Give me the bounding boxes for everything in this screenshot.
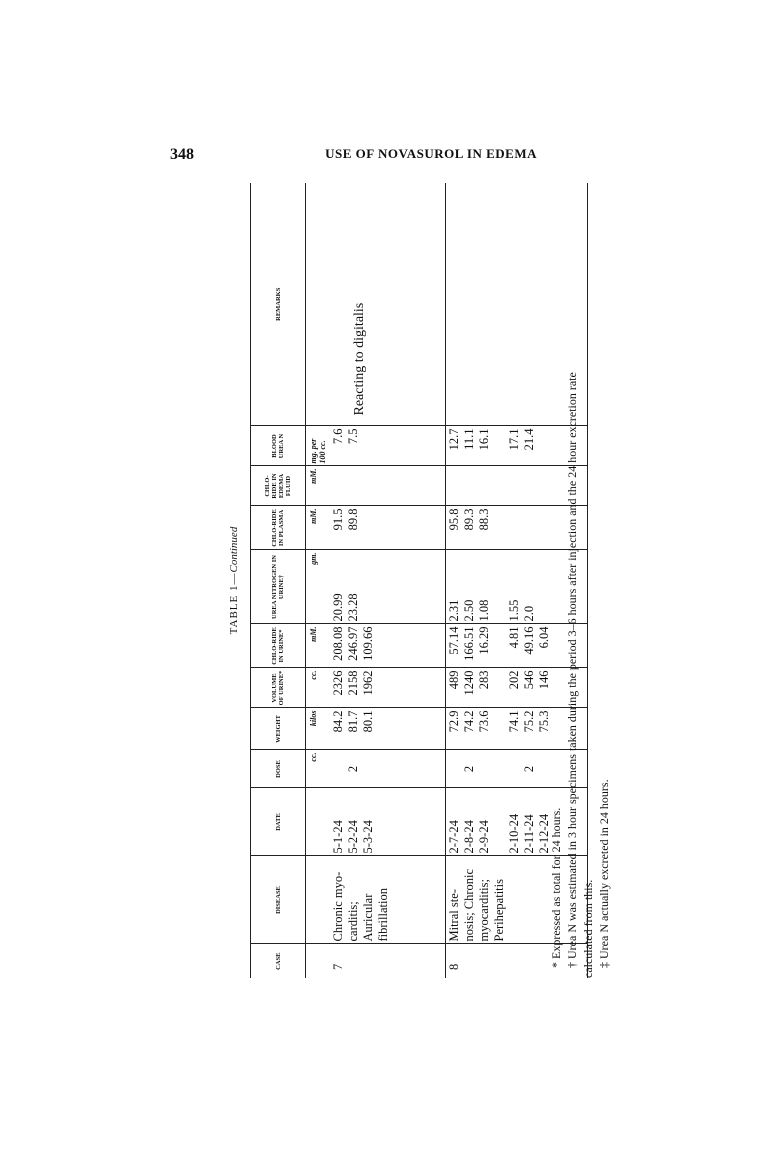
cell-line: 16.29: [477, 626, 491, 655]
col-header: CASE: [251, 944, 306, 978]
cell-line: 74.1: [507, 710, 521, 733]
unit-cell: mM.: [306, 506, 331, 550]
unit-cell: [306, 856, 331, 944]
weight-cell: [330, 708, 446, 750]
footnotes: [548, 183, 612, 978]
col-header: WEIGHT: [251, 708, 306, 750]
cell-line: Perihepatitis: [492, 879, 506, 942]
cell-line: 5-2-24: [346, 820, 360, 854]
cell-line: 75.3: [537, 710, 551, 733]
cell-line: 88.3: [477, 508, 491, 531]
unit-cell: [306, 944, 331, 978]
unit-cell: cc.: [306, 668, 331, 708]
cell-line: [507, 509, 522, 548]
cell-line: 2: [522, 765, 536, 773]
col-header: UREA NITROGEN IN URINE†: [251, 550, 306, 624]
col-header: DISEASE: [251, 856, 306, 944]
cell-line: 91.5: [331, 508, 345, 531]
unit-cell: gm.: [306, 550, 331, 624]
cell-line: [331, 753, 346, 786]
col-header: DOSE: [251, 750, 306, 788]
footnote: * Expressed as total for 24 hours.: [549, 807, 563, 968]
cell-line: 17.1: [507, 428, 521, 451]
cell-line: [492, 711, 507, 748]
cell-line: 75.2: [522, 710, 536, 733]
cell-line: [492, 469, 507, 504]
cell-line: 73.6: [477, 710, 491, 733]
cell-line: [361, 509, 376, 548]
cell-line: [492, 429, 507, 464]
cell-line: 80.1: [361, 710, 375, 733]
case-number: 8: [446, 944, 588, 978]
cell-line: 89.3: [462, 508, 476, 531]
cell-line: [522, 509, 537, 548]
cell-line: 109.66: [361, 626, 375, 661]
header-row: [251, 183, 306, 978]
cell-line: 7.6: [331, 428, 345, 445]
edema-chloride-cell: [330, 466, 446, 506]
cell-line: 489: [447, 670, 461, 690]
cell-line: [492, 553, 507, 622]
col-header: CHLO-RIDE IN PLASMA: [251, 506, 306, 550]
cell-line: 2326: [331, 670, 345, 696]
urea-nitrogen-cell: [330, 550, 446, 624]
date-cell: [330, 788, 446, 856]
cell-line: 2-11-24: [522, 814, 536, 854]
cell-line: [477, 753, 492, 786]
cell-line: fibrillation: [376, 888, 390, 942]
col-header: REMARKS: [251, 183, 306, 426]
cell-line: 84.2: [331, 710, 345, 733]
table-title: TABLE 1—Continued: [228, 526, 240, 635]
cell-line: 57.14: [447, 626, 461, 655]
cell-line: [507, 753, 522, 786]
cell-line: 246.97: [346, 626, 360, 661]
cell-line: 6.04: [537, 626, 551, 649]
cell-line: 11.1: [462, 428, 476, 450]
cell-line: 7.5: [346, 428, 360, 445]
cell-line: carditis;: [346, 901, 360, 942]
cell-line: 2: [462, 765, 476, 773]
plasma-chloride-cell: [330, 506, 446, 550]
cell-line: [361, 753, 376, 786]
remark-cell: Reacting to digitalis: [330, 183, 446, 426]
cell-line: 2-9-24: [477, 820, 491, 854]
cell-line: 1.55: [507, 599, 521, 622]
cell-line: 166.51: [462, 626, 476, 661]
cell-line: [492, 509, 507, 548]
cell-line: 21.4: [522, 428, 536, 451]
cell-line: [507, 469, 522, 504]
blood-urea-cell: [330, 426, 446, 466]
cell-line: 2: [346, 765, 360, 773]
cell-line: 72.9: [447, 710, 461, 733]
cell-line: 283: [477, 670, 491, 690]
cell-line: 89.8: [346, 508, 360, 531]
cell-line: 23.28: [346, 593, 360, 622]
unit-cell: [306, 788, 331, 856]
cell-line: [492, 627, 507, 666]
cell-line: [492, 753, 507, 786]
cell-line: 546: [522, 670, 536, 690]
units-row: [306, 183, 331, 978]
cell-line: 2.0: [522, 605, 536, 622]
unit-cell: mM.: [306, 624, 331, 668]
cell-line: 2-10-24: [507, 813, 521, 854]
cell-line: 1240: [462, 670, 476, 696]
footnote: † Urea N was estimated in 3 hour specimens taken during the period 3–6 hours after injection and the 24 hour excretion rate: [565, 372, 579, 968]
col-header: BLOOD UREA N: [251, 426, 306, 466]
col-header: CHLO-RIDE IN EDEMA FLUID: [251, 466, 306, 506]
urine-chloride-cell: [330, 624, 446, 668]
col-header: CHLO-RIDE IN URINE*: [251, 624, 306, 668]
cell-line: 5-3-24: [361, 820, 375, 854]
cell-line: 2-12-24: [537, 813, 551, 854]
cell-line: [447, 753, 462, 786]
cell-line: 1.08: [477, 599, 491, 622]
cell-line: 2.31: [447, 599, 461, 622]
cell-line: 12.7: [447, 428, 461, 451]
cell-line: 1962: [361, 670, 375, 696]
dose-cell: [330, 750, 446, 788]
cell-line: 81.7: [346, 710, 360, 733]
cell-line: 20.99: [331, 593, 345, 622]
col-header: VOLUME OF URINE*: [251, 668, 306, 708]
cell-line: 208.08: [331, 626, 345, 661]
unit-cell: kilos: [306, 708, 331, 750]
urine-volume-cell: [330, 668, 446, 708]
cell-line: [361, 469, 376, 504]
cell-line: 146: [537, 670, 551, 690]
case-number: 7: [330, 944, 446, 978]
unit-cell: cc.: [306, 750, 331, 788]
cell-line: 5-1-24: [331, 820, 345, 854]
cell-line: 2158: [346, 670, 360, 696]
table-row: [330, 183, 446, 978]
disease-cell: [330, 856, 446, 944]
cell-line: Mitral ste-: [447, 889, 461, 942]
cell-line: [331, 469, 346, 504]
unit-cell: mg. per 100 cc.: [306, 426, 331, 466]
running-title: USE OF NOVASUROL IN EDEMA: [325, 146, 537, 161]
footnote: ‡ Urea N actually excreted in 24 hours.: [597, 779, 611, 968]
cell-line: [462, 469, 477, 504]
cell-line: [492, 671, 507, 706]
cell-line: [346, 469, 361, 504]
cell-line: 2-8-24: [462, 820, 476, 854]
cell-line: nosis; Chronic: [462, 868, 476, 942]
cell-line: [447, 469, 462, 504]
cell-line: 2-7-24: [447, 820, 461, 854]
page-number: 348: [170, 146, 194, 163]
footnote: calculated from this.: [581, 879, 595, 978]
unit-cell: [306, 183, 331, 426]
cell-line: Auricular: [361, 893, 375, 942]
unit-cell: mM.: [306, 466, 331, 506]
cell-line: [522, 469, 537, 504]
cell-line: [477, 469, 492, 504]
cell-line: myocarditis;: [477, 879, 491, 942]
cell-line: 95.8: [447, 508, 461, 531]
cell-line: Chronic myo-: [331, 871, 345, 942]
cell-line: 4.81: [507, 626, 521, 649]
cell-line: [361, 429, 376, 464]
cell-line: 49.16: [522, 626, 536, 655]
cell-line: [492, 791, 507, 854]
cell-line: [361, 553, 376, 622]
data-table: [250, 183, 588, 978]
cell-line: 74.2: [462, 710, 476, 733]
cell-line: 2.50: [462, 599, 476, 622]
cell-line: 16.1: [477, 428, 491, 451]
cell-line: 202: [507, 670, 521, 690]
rotated-table-block: [228, 183, 611, 978]
col-header: DATE: [251, 788, 306, 856]
